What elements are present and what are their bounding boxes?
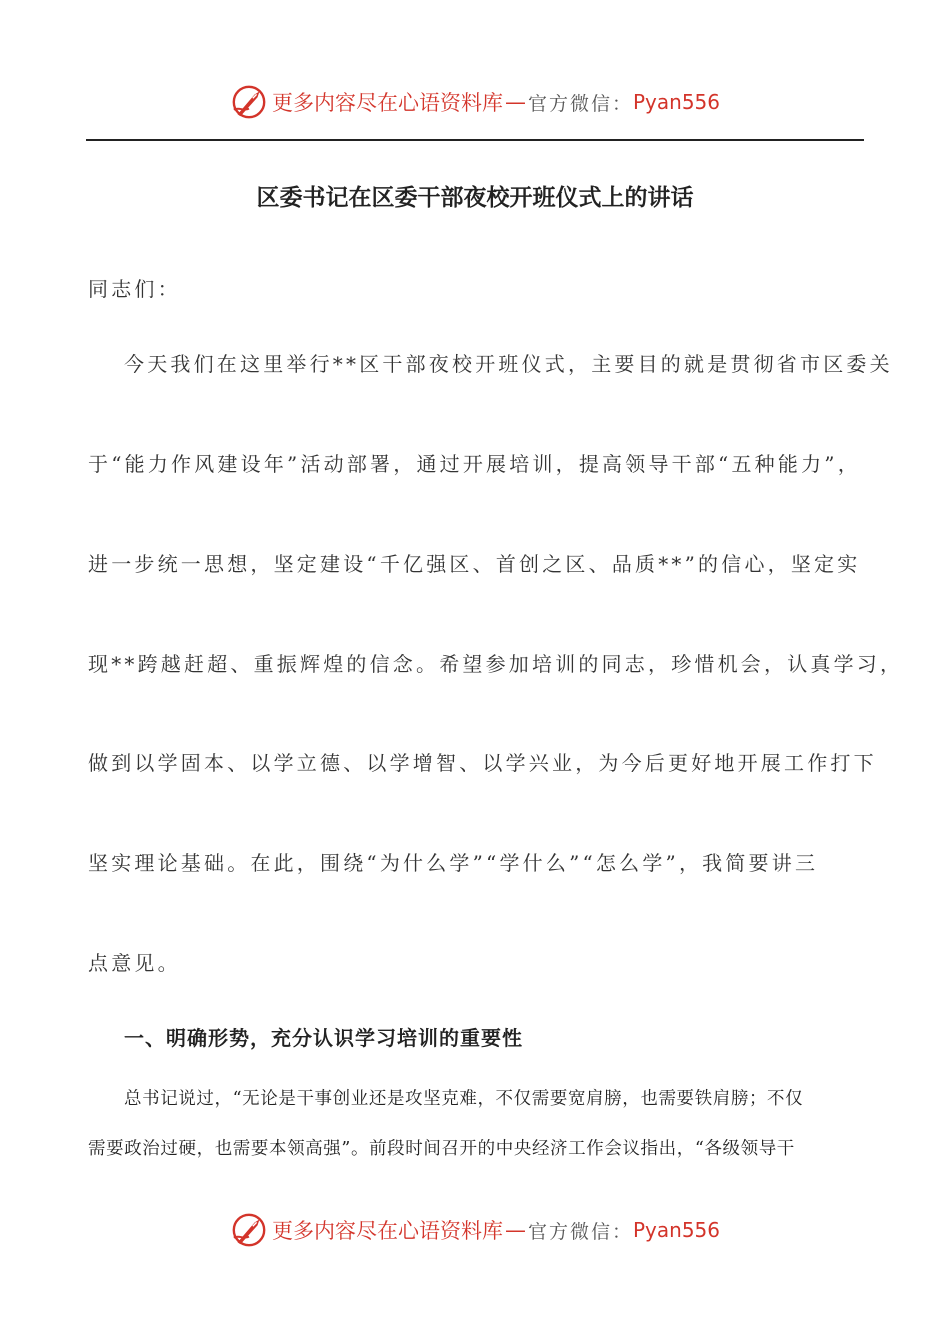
banner-wechat-account: Pyan556 [633,90,721,114]
paragraph-line: 进一步统一思想，坚定建设“千亿强区、首创之区、品质**”的信心，坚定实 [88,552,861,576]
banner-separator: — [504,90,526,114]
pen-nib-logo-icon [230,83,268,121]
header-banner [0,82,950,122]
banner-slogan: 更多内容尽在心语资料库 [271,91,503,115]
banner-slogan: 更多内容尽在心语资料库 [271,1219,503,1243]
paragraph-line: 需要政治过硬，也需要本领高强”。前段时间召开的中央经济工作会议指出，“各级领导干 [88,1139,795,1159]
banner-wechat-label: 官方微信： [527,1220,633,1243]
section-heading: 一、明确形势，充分认识学习培训的重要性 [124,1026,523,1050]
banner-wechat-account: Pyan556 [633,1218,721,1242]
paragraph-line: 于“能力作风建设年”活动部署，通过开展培训，提高领导干部“五种能力”， [88,452,861,476]
pen-nib-logo-icon [230,1211,268,1249]
header-divider [86,139,864,141]
salutation: 同志们： [88,277,181,301]
document-title: 区委书记在区委干部夜校开班仪式上的讲话 [256,185,694,211]
paragraph-line: 做到以学固本、以学立德、以学增智、以学兴业，为今后更好地开展工作打下 [88,751,877,775]
paragraph-line: 坚实理论基础。在此，围绕“为什么学”“学什么”“怎么学”，我简要讲三 [88,851,819,875]
footer-banner [0,1210,950,1250]
paragraph-line: 现**跨越赶超、重振辉煌的信念。希望参加培训的同志，珍惜机会，认真学习， [88,652,904,676]
paragraph-line: 总书记说过，“无论是干事创业还是攻坚克难，不仅需要宽肩膀，也需要铁肩膀；不仅 [124,1089,804,1109]
paragraph-line: 点意见。 [88,951,181,975]
banner-wechat-label: 官方微信： [527,92,633,115]
banner-separator: — [504,1218,526,1242]
paragraph-line: 今天我们在这里举行**区干部夜校开班仪式，主要目的就是贯彻省市区委关 [124,352,893,376]
